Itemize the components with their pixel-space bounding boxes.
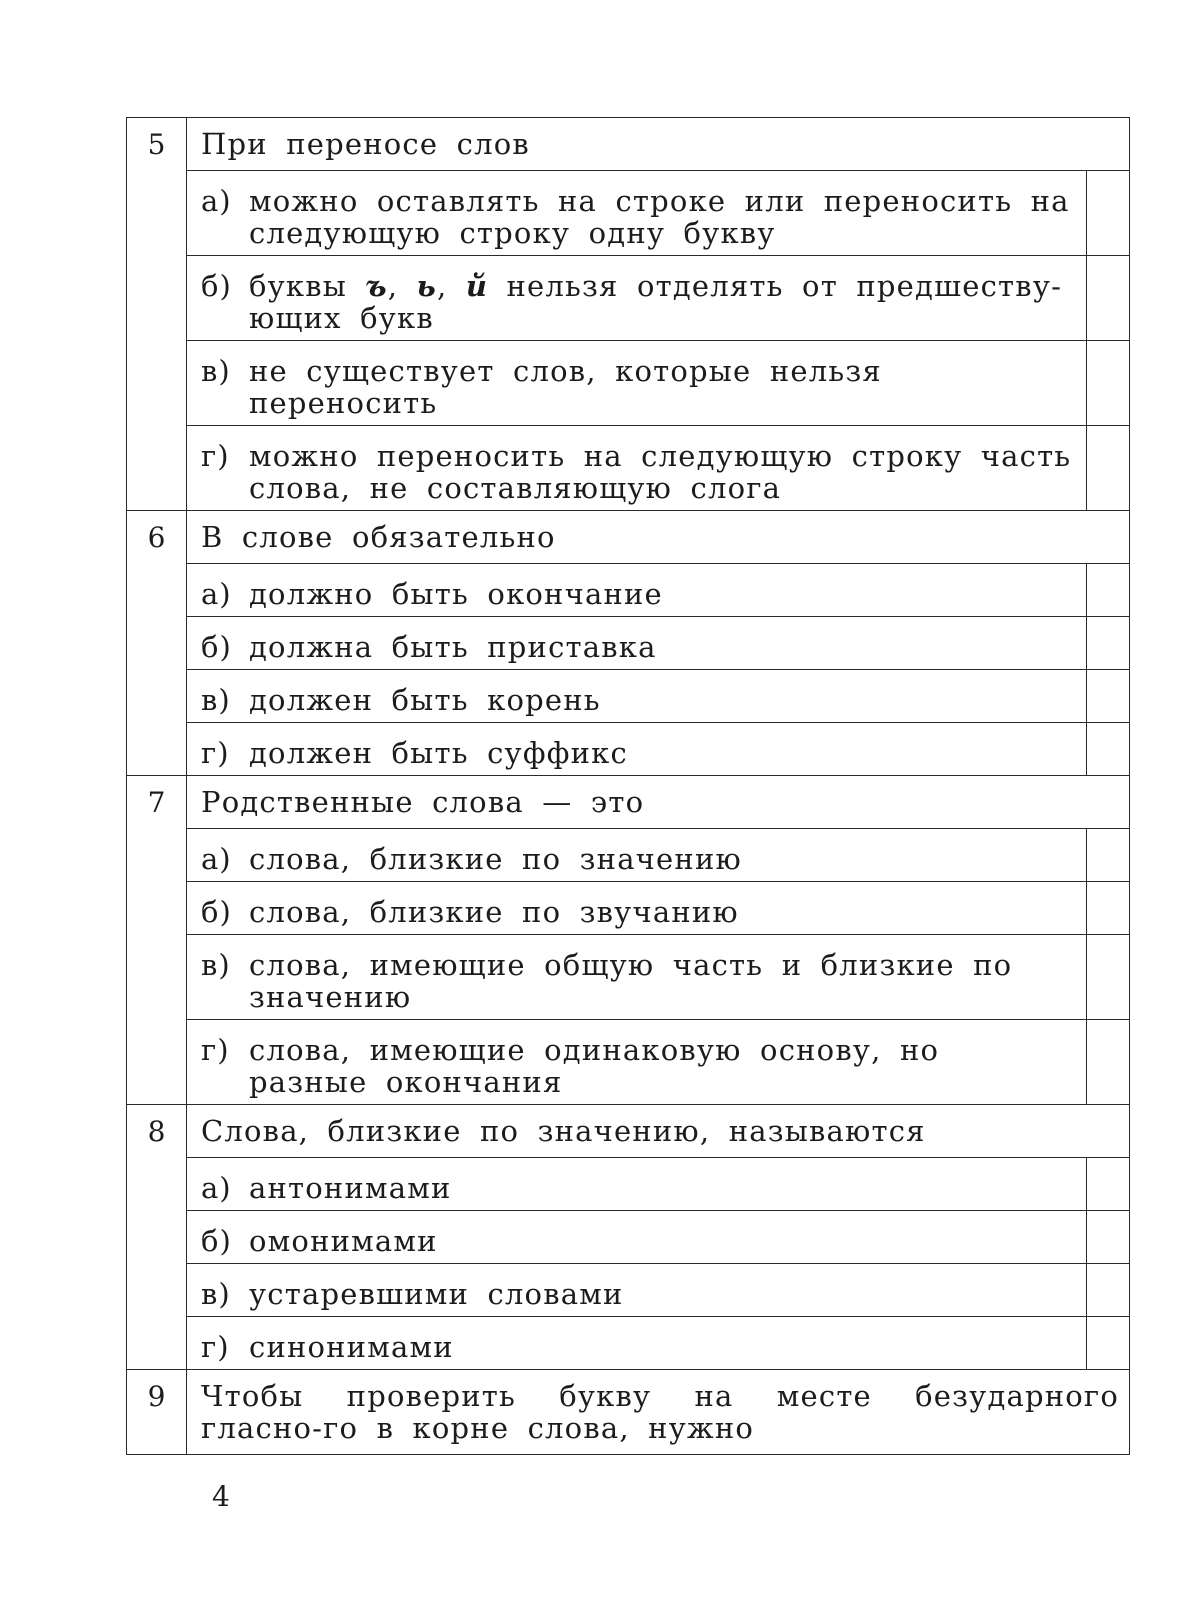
option-letter: г)	[201, 439, 230, 473]
answer-box[interactable]	[1086, 1211, 1129, 1264]
option-letter: б)	[201, 630, 232, 664]
option-letter: в)	[201, 1277, 231, 1311]
option-content	[187, 829, 1086, 881]
question-row	[127, 1105, 1130, 1158]
option-letter: а)	[201, 184, 232, 218]
question-row	[127, 1370, 1130, 1455]
option-row	[127, 426, 1130, 511]
option-content	[187, 426, 1086, 510]
letter-symbol: ь	[416, 269, 437, 303]
option-content	[187, 256, 1086, 340]
answer-box[interactable]	[1086, 171, 1129, 256]
option-text: антонимами	[249, 1171, 452, 1205]
question-text: В слове обязательно	[201, 520, 556, 554]
option-text: слова, близкие по значению	[249, 842, 742, 876]
option-row	[127, 1158, 1130, 1211]
question-row	[127, 511, 1130, 564]
option-content	[187, 1158, 1086, 1210]
letter-symbol: ъ	[365, 269, 388, 303]
option-letter: г)	[201, 736, 230, 770]
option-cell	[187, 1264, 1087, 1317]
question-cell	[187, 511, 1130, 564]
question-text: При переносе слов	[201, 127, 530, 161]
answer-box[interactable]	[1086, 1020, 1129, 1105]
option-text: должно быть окончание	[249, 577, 663, 611]
option-content	[187, 564, 1086, 616]
option-text: можно переносить на следующую строку часть слова, не составляющую слога	[249, 439, 1072, 505]
option-row	[127, 564, 1130, 617]
option-text: не существует слов, которые нельзя переносить	[249, 354, 882, 420]
question-row	[127, 118, 1130, 171]
option-text	[249, 270, 1076, 334]
option-row	[127, 1211, 1130, 1264]
option-cell	[187, 1158, 1087, 1211]
option-text: устаревшими словами	[249, 1277, 624, 1311]
option-row	[127, 171, 1130, 256]
answer-box[interactable]	[1086, 256, 1129, 341]
question-cell	[187, 776, 1130, 829]
option-content	[187, 617, 1086, 669]
option-cell	[187, 1317, 1087, 1370]
option-text-part: буквы	[249, 269, 366, 303]
question-cell	[187, 1105, 1130, 1158]
answer-box[interactable]	[1086, 1158, 1129, 1211]
option-letter: а)	[201, 842, 232, 876]
letter-symbol: й	[465, 269, 489, 303]
option-text-part: ,	[436, 269, 466, 303]
answer-box[interactable]	[1086, 1317, 1129, 1370]
option-letter: б)	[201, 1224, 232, 1258]
question-number: 7	[127, 776, 187, 1105]
option-content	[187, 935, 1086, 1019]
option-text: должен быть суффикс	[249, 736, 628, 770]
question-cell	[187, 118, 1130, 171]
option-row	[127, 670, 1130, 723]
option-row	[127, 1264, 1130, 1317]
question-text: Родственные слова — это	[201, 785, 645, 819]
answer-box[interactable]	[1086, 882, 1129, 935]
option-row	[127, 617, 1130, 670]
option-cell	[187, 426, 1087, 511]
question-row	[127, 776, 1130, 829]
option-row	[127, 829, 1130, 882]
question-text: Чтобы проверить букву на месте безударного гласно-го в корне слова, нужно	[201, 1379, 1119, 1445]
option-cell	[187, 617, 1087, 670]
answer-box[interactable]	[1086, 723, 1129, 776]
option-content	[187, 670, 1086, 722]
option-cell	[187, 341, 1087, 426]
answer-box[interactable]	[1086, 341, 1129, 426]
option-text: омонимами	[249, 1224, 438, 1258]
option-text: должен быть корень	[249, 683, 601, 717]
answer-box[interactable]	[1086, 670, 1129, 723]
option-content	[187, 1317, 1086, 1369]
option-cell	[187, 1211, 1087, 1264]
option-row	[127, 1020, 1130, 1105]
answer-box[interactable]	[1086, 617, 1129, 670]
option-text: должна быть приставка	[249, 630, 657, 664]
option-row	[127, 256, 1130, 341]
option-letter: г)	[201, 1330, 230, 1364]
option-row	[127, 1317, 1130, 1370]
option-content	[187, 1211, 1086, 1263]
option-row	[127, 341, 1130, 426]
option-content	[187, 1264, 1086, 1316]
option-content	[187, 723, 1086, 775]
option-letter: г)	[201, 1033, 230, 1067]
answer-box[interactable]	[1086, 829, 1129, 882]
quiz-table	[126, 117, 1130, 1455]
option-row	[127, 723, 1130, 776]
option-row	[127, 882, 1130, 935]
option-cell	[187, 1020, 1087, 1105]
option-text: слова, имеющие общую часть и близкие по значению	[249, 948, 1013, 1014]
question-number: 5	[127, 118, 187, 511]
option-letter: б)	[201, 269, 232, 303]
option-letter: в)	[201, 948, 231, 982]
option-cell	[187, 564, 1087, 617]
option-cell	[187, 256, 1087, 341]
option-cell	[187, 829, 1087, 882]
answer-box[interactable]	[1086, 935, 1129, 1020]
option-letter: б)	[201, 895, 232, 929]
question-text: Слова, близкие по значению, называются	[201, 1114, 926, 1148]
question-number: 8	[127, 1105, 187, 1370]
option-letter: в)	[201, 683, 231, 717]
question-number: 9	[127, 1370, 187, 1455]
option-cell	[187, 670, 1087, 723]
option-text: слова, близкие по звучанию	[249, 895, 739, 929]
option-text-part: нельзя отделять от предшеству-ющих букв	[249, 269, 1063, 335]
question-cell	[187, 1370, 1130, 1455]
question-number: 6	[127, 511, 187, 776]
page-number: 4	[212, 1480, 230, 1513]
option-content	[187, 341, 1086, 425]
option-content	[187, 882, 1086, 934]
option-content	[187, 1020, 1086, 1104]
option-text: слова, имеющие одинаковую основу, но разные окончания	[249, 1033, 940, 1099]
answer-box[interactable]	[1086, 1264, 1129, 1317]
option-text: синонимами	[249, 1330, 454, 1364]
option-text: можно оставлять на строке или переносить на следующую строку одну букву	[249, 184, 1070, 250]
answer-box[interactable]	[1086, 426, 1129, 511]
option-letter: а)	[201, 1171, 232, 1205]
quiz-body	[127, 118, 1130, 1455]
option-cell	[187, 171, 1087, 256]
option-letter: а)	[201, 577, 232, 611]
option-content	[187, 171, 1086, 255]
option-cell	[187, 935, 1087, 1020]
option-cell	[187, 882, 1087, 935]
option-letter: в)	[201, 354, 231, 388]
option-cell	[187, 723, 1087, 776]
answer-box[interactable]	[1086, 564, 1129, 617]
option-text-part: ,	[387, 269, 417, 303]
option-row	[127, 935, 1130, 1020]
